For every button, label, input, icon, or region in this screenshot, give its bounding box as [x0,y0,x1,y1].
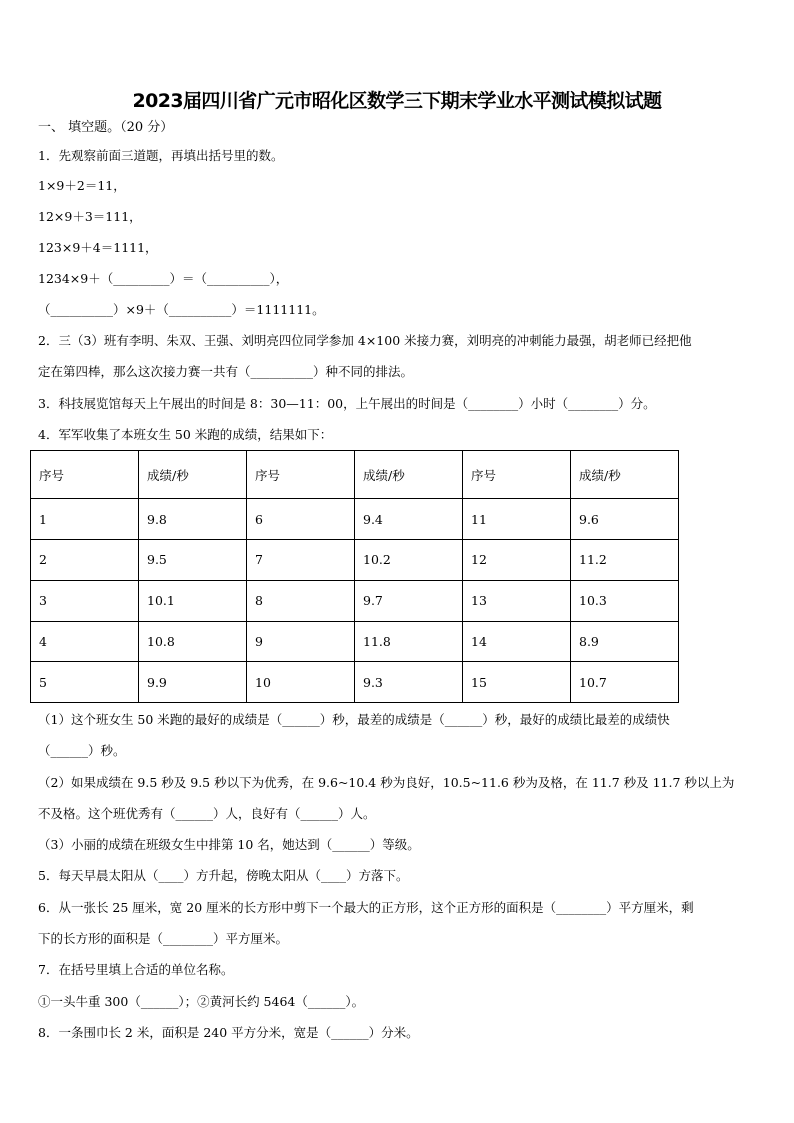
question-1: 1．先观察前面三道题，再填出括号里的数。 [38,148,284,163]
table-header-cell: 序号 [31,451,139,499]
question-3: 3．科技展览馆每天上午展出的时间是 8：30—11：00，上午展出的时间是（________）小时（________）分。 [38,396,656,411]
question-2-line-1: 2．三（3）班有李明、朱双、王强、刘明亮四位同学参加 4×100 米接力赛，刘明亮的冲刺能力最强，胡老师已经把他 [38,333,692,348]
q1-line-5: （__________）×9＋（__________）＝1111111。 [38,302,325,317]
table-cell: 7 [247,540,355,581]
q1-line-1: 1×9＋2＝11， [38,178,126,193]
table-row [31,540,679,581]
question-8: 8．一条围巾长 2 米，面积是 240 平方分米，宽是（______）分米。 [38,1025,419,1040]
table-cell: 5 [31,662,139,703]
q4-sub1-line-2: （______）秒。 [38,743,126,758]
table-cell: 2 [31,540,139,581]
table-row [31,499,679,540]
table-cell: 9 [247,621,355,662]
q1-line-4: 1234×9＋（_________）＝（__________）， [38,271,289,286]
table-row [31,621,679,662]
question-7-items: ①一头牛重 300（______）；②黄河长约 5464（______）。 [38,994,365,1009]
table-cell: 8 [247,580,355,621]
table-cell: 10.2 [355,540,463,581]
table-row [31,662,679,703]
table-header-cell: 成绩/秒 [571,451,679,499]
table-cell: 13 [463,580,571,621]
scores-table [30,450,679,703]
table-header-cell: 序号 [247,451,355,499]
table-cell: 6 [247,499,355,540]
table-cell: 10.7 [571,662,679,703]
table-cell: 10.8 [139,621,247,662]
question-7: 7．在括号里填上合适的单位名称。 [38,962,234,977]
table-cell: 9.5 [139,540,247,581]
q4-sub2-line-1: （2）如果成绩在 9.5 秒及 9.5 秒以下为优秀，在 9.6~10.4 秒为良好，10.5~11.6 秒为及格，在 11.7 秒及 11.7 秒以上为 [38,775,735,790]
q4-sub2-line-2: 不及格。这个班优秀有（______）人，良好有（______）人。 [38,806,376,821]
page-title: 2023届四川省广元市昭化区数学三下期末学业水平测试模拟试题 [132,90,662,112]
table-cell: 8.9 [571,621,679,662]
table-cell: 9.8 [139,499,247,540]
table-cell: 15 [463,662,571,703]
table-cell: 3 [31,580,139,621]
table-header-row [31,451,679,499]
q4-sub3: （3）小丽的成绩在班级女生中排第 10 名，她达到（______）等级。 [38,837,420,852]
table-cell: 9.9 [139,662,247,703]
q1-line-2: 12×9＋3＝111， [38,209,142,224]
question-2-line-2: 定在第四棒，那么这次接力赛一共有（__________）种不同的排法。 [38,364,414,379]
table-header-cell: 序号 [463,451,571,499]
table-header-cell: 成绩/秒 [355,451,463,499]
table-cell: 11.8 [355,621,463,662]
section-heading: 一、 填空题。（20 分） [38,120,174,135]
question-5: 5．每天早晨太阳从（____）方升起，傍晚太阳从（____）方落下。 [38,868,409,883]
table-cell: 1 [31,499,139,540]
table-cell: 9.4 [355,499,463,540]
table-cell: 11.2 [571,540,679,581]
table-cell: 4 [31,621,139,662]
table-cell: 14 [463,621,571,662]
question-4: 4．军军收集了本班女生 50 米跑的成绩，结果如下： [38,427,333,442]
table-cell: 10.1 [139,580,247,621]
table-cell: 12 [463,540,571,581]
q1-line-3: 123×9＋4＝1111， [38,240,158,255]
question-6-line-2: 下的长方形的面积是（________）平方厘米。 [38,931,289,946]
table-cell: 11 [463,499,571,540]
table-row [31,580,679,621]
table-header-cell: 成绩/秒 [139,451,247,499]
table-cell: 10 [247,662,355,703]
table-cell: 9.6 [571,499,679,540]
table-cell: 9.7 [355,580,463,621]
table-cell: 9.3 [355,662,463,703]
table-cell: 10.3 [571,580,679,621]
question-6-line-1: 6．从一张长 25 厘米，宽 20 厘米的长方形中剪下一个最大的正方形，这个正方形的面积是（________）平方厘米，剩 [38,900,694,915]
q4-sub1-line-1: （1）这个班女生 50 米跑的最好的成绩是（______）秒，最差的成绩是（______）秒，最好的成绩比最差的成绩快 [38,712,670,727]
